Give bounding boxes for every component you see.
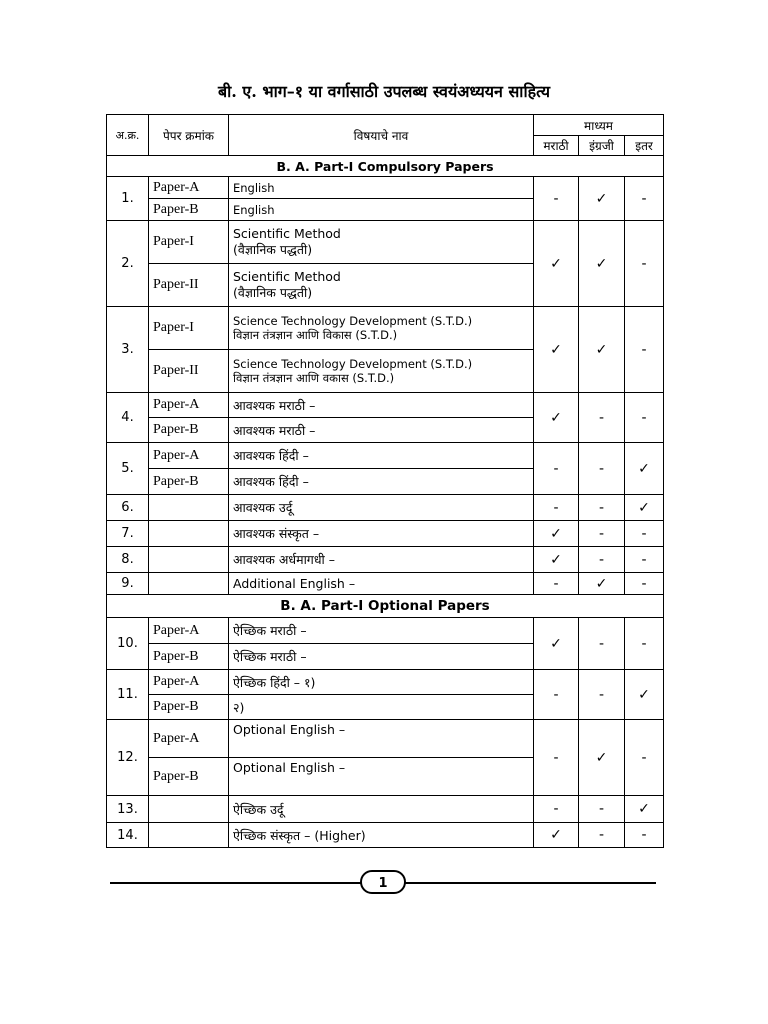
subject-name: आवश्यक उर्दू bbox=[229, 495, 534, 521]
study-material-table bbox=[106, 114, 664, 848]
other-mark: - bbox=[625, 720, 664, 796]
paper-code: Paper-B bbox=[149, 758, 229, 796]
paper-code bbox=[149, 796, 229, 823]
paper-code bbox=[149, 823, 229, 848]
english-mark: - bbox=[579, 393, 625, 443]
marathi-mark: ✓ bbox=[534, 521, 579, 547]
marathi-mark: ✓ bbox=[534, 823, 579, 848]
other-mark: - bbox=[625, 823, 664, 848]
paper-code: Paper-B bbox=[149, 469, 229, 495]
english-mark: - bbox=[579, 521, 625, 547]
other-mark: - bbox=[625, 521, 664, 547]
paper-code: Paper-II bbox=[149, 350, 229, 393]
other-mark: ✓ bbox=[625, 495, 664, 521]
col-header-other: इतर bbox=[625, 136, 664, 156]
english-mark: ✓ bbox=[579, 221, 625, 307]
subject-name: Optional English – bbox=[229, 720, 534, 758]
footer-rule-left bbox=[110, 882, 362, 884]
marathi-mark: ✓ bbox=[534, 307, 579, 393]
table-row bbox=[107, 618, 664, 644]
english-mark: - bbox=[579, 823, 625, 848]
other-mark: - bbox=[625, 573, 664, 595]
paper-code: Paper-A bbox=[149, 393, 229, 418]
subject-name: English bbox=[229, 177, 534, 199]
table-row bbox=[107, 443, 664, 469]
subject-name bbox=[229, 350, 534, 393]
subject-name: आवश्यक संस्कृत – bbox=[229, 521, 534, 547]
row-number: 13. bbox=[107, 796, 149, 823]
subject-line-english: Science Technology Development (S.T.D.) bbox=[233, 356, 473, 371]
row-number: 1. bbox=[107, 177, 149, 221]
other-mark: ✓ bbox=[625, 796, 664, 823]
row-number: 9. bbox=[107, 573, 149, 595]
table-row bbox=[107, 495, 664, 521]
english-mark: ✓ bbox=[579, 307, 625, 393]
marathi-mark: - bbox=[534, 720, 579, 796]
marathi-mark: ✓ bbox=[534, 221, 579, 307]
subject-name: Additional English – bbox=[229, 573, 534, 595]
other-mark: - bbox=[625, 221, 664, 307]
paper-code bbox=[149, 521, 229, 547]
other-mark: - bbox=[625, 393, 664, 443]
table-row bbox=[107, 177, 664, 199]
paper-code: Paper-II bbox=[149, 264, 229, 307]
other-mark: - bbox=[625, 177, 664, 221]
section-title: B. A. Part-I Compulsory Papers bbox=[107, 156, 664, 177]
subject-name: ऐच्छिक संस्कृत – (Higher) bbox=[229, 823, 534, 848]
subject-name: ऐच्छिक मराठी – bbox=[229, 644, 534, 670]
section-title: B. A. Part-I Optional Papers bbox=[107, 595, 664, 618]
table-row bbox=[107, 393, 664, 418]
subject-name: आवश्यक हिंदी – bbox=[229, 443, 534, 469]
paper-code: Paper-A bbox=[149, 670, 229, 695]
subject-name: आवश्यक मराठी – bbox=[229, 418, 534, 443]
subject-name: English bbox=[229, 199, 534, 221]
english-mark: ✓ bbox=[579, 720, 625, 796]
paper-code: Paper-B bbox=[149, 695, 229, 720]
marathi-mark: ✓ bbox=[534, 547, 579, 573]
english-mark: - bbox=[579, 670, 625, 720]
table-row bbox=[107, 720, 664, 758]
subject-name bbox=[229, 264, 534, 307]
marathi-mark: - bbox=[534, 443, 579, 495]
subject-name: आवश्यक हिंदी – bbox=[229, 469, 534, 495]
subject-name: ऐच्छिक हिंदी – १) bbox=[229, 670, 534, 695]
row-number: 3. bbox=[107, 307, 149, 393]
paper-code: Paper-B bbox=[149, 644, 229, 670]
english-mark: - bbox=[579, 796, 625, 823]
paper-code: Paper-A bbox=[149, 177, 229, 199]
paper-code: Paper-A bbox=[149, 443, 229, 469]
subject-name: ऐच्छिक उर्दू bbox=[229, 796, 534, 823]
paper-code bbox=[149, 547, 229, 573]
col-header-english: इंग्रजी bbox=[579, 136, 625, 156]
marathi-mark: - bbox=[534, 573, 579, 595]
subject-line-marathi: विज्ञान तंत्रज्ञान आणि विकास (S.T.D.) bbox=[233, 327, 398, 342]
english-mark: - bbox=[579, 495, 625, 521]
table-row bbox=[107, 670, 664, 695]
subject-name: आवश्यक अर्धमागधी – bbox=[229, 547, 534, 573]
marathi-mark: - bbox=[534, 177, 579, 221]
table-row bbox=[107, 521, 664, 547]
col-header-sr: अ.क्र. bbox=[107, 115, 149, 156]
col-header-subject: विषयाचे नाव bbox=[229, 115, 534, 156]
table-row bbox=[107, 573, 664, 595]
row-number: 6. bbox=[107, 495, 149, 521]
row-number: 14. bbox=[107, 823, 149, 848]
row-number: 2. bbox=[107, 221, 149, 307]
subject-line-english: Scientific Method bbox=[233, 226, 341, 241]
page-number: 1 bbox=[360, 870, 406, 894]
marathi-mark: - bbox=[534, 495, 579, 521]
subject-line-english: Scientific Method bbox=[233, 269, 341, 284]
english-mark: - bbox=[579, 618, 625, 670]
english-mark: ✓ bbox=[579, 177, 625, 221]
english-mark: - bbox=[579, 443, 625, 495]
col-header-marathi: मराठी bbox=[534, 136, 579, 156]
marathi-mark: - bbox=[534, 796, 579, 823]
row-number: 7. bbox=[107, 521, 149, 547]
paper-code bbox=[149, 573, 229, 595]
subject-name: २) bbox=[229, 695, 534, 720]
table-row bbox=[107, 547, 664, 573]
row-number: 8. bbox=[107, 547, 149, 573]
section-row-optional bbox=[107, 595, 664, 618]
subject-name: ऐच्छिक मराठी – bbox=[229, 618, 534, 644]
subject-line-marathi: (वैज्ञानिक पद्धती) bbox=[233, 285, 313, 300]
subject-line-marathi: विज्ञान तंत्रज्ञान आणि वकास (S.T.D.) bbox=[233, 370, 395, 385]
subject-name bbox=[229, 307, 534, 350]
paper-code: Paper-B bbox=[149, 418, 229, 443]
other-mark: ✓ bbox=[625, 443, 664, 495]
marathi-mark: ✓ bbox=[534, 618, 579, 670]
marathi-mark: ✓ bbox=[534, 393, 579, 443]
table-row bbox=[107, 307, 664, 350]
paper-code: Paper-B bbox=[149, 199, 229, 221]
paper-code: Paper-I bbox=[149, 221, 229, 264]
paper-code: Paper-A bbox=[149, 720, 229, 758]
table-row bbox=[107, 796, 664, 823]
row-number: 11. bbox=[107, 670, 149, 720]
row-number: 5. bbox=[107, 443, 149, 495]
table-row bbox=[107, 823, 664, 848]
subject-line-marathi: (वैज्ञानिक पद्धती) bbox=[233, 242, 313, 257]
row-number: 12. bbox=[107, 720, 149, 796]
footer-rule-right bbox=[404, 882, 656, 884]
page-title: बी. ए. भाग–१ या वर्गासाठी उपलब्ध स्वयंअध्ययन साहित्य bbox=[217, 82, 551, 101]
subject-name: Optional English – bbox=[229, 758, 534, 796]
other-mark: - bbox=[625, 618, 664, 670]
subject-name: आवश्यक मराठी – bbox=[229, 393, 534, 418]
row-number: 4. bbox=[107, 393, 149, 443]
paper-code: Paper-I bbox=[149, 307, 229, 350]
col-header-medium: माध्यम bbox=[534, 115, 664, 136]
marathi-mark: - bbox=[534, 670, 579, 720]
col-header-paper: पेपर क्रमांक bbox=[149, 115, 229, 156]
other-mark: - bbox=[625, 547, 664, 573]
header-row bbox=[107, 115, 664, 136]
english-mark: ✓ bbox=[579, 573, 625, 595]
paper-code bbox=[149, 495, 229, 521]
other-mark: ✓ bbox=[625, 670, 664, 720]
english-mark: - bbox=[579, 547, 625, 573]
paper-code: Paper-A bbox=[149, 618, 229, 644]
subject-name bbox=[229, 221, 534, 264]
row-number: 10. bbox=[107, 618, 149, 670]
table-row bbox=[107, 221, 664, 264]
section-row-compulsory bbox=[107, 156, 664, 177]
subject-line-english: Science Technology Development (S.T.D.) bbox=[233, 313, 473, 328]
other-mark: - bbox=[625, 307, 664, 393]
